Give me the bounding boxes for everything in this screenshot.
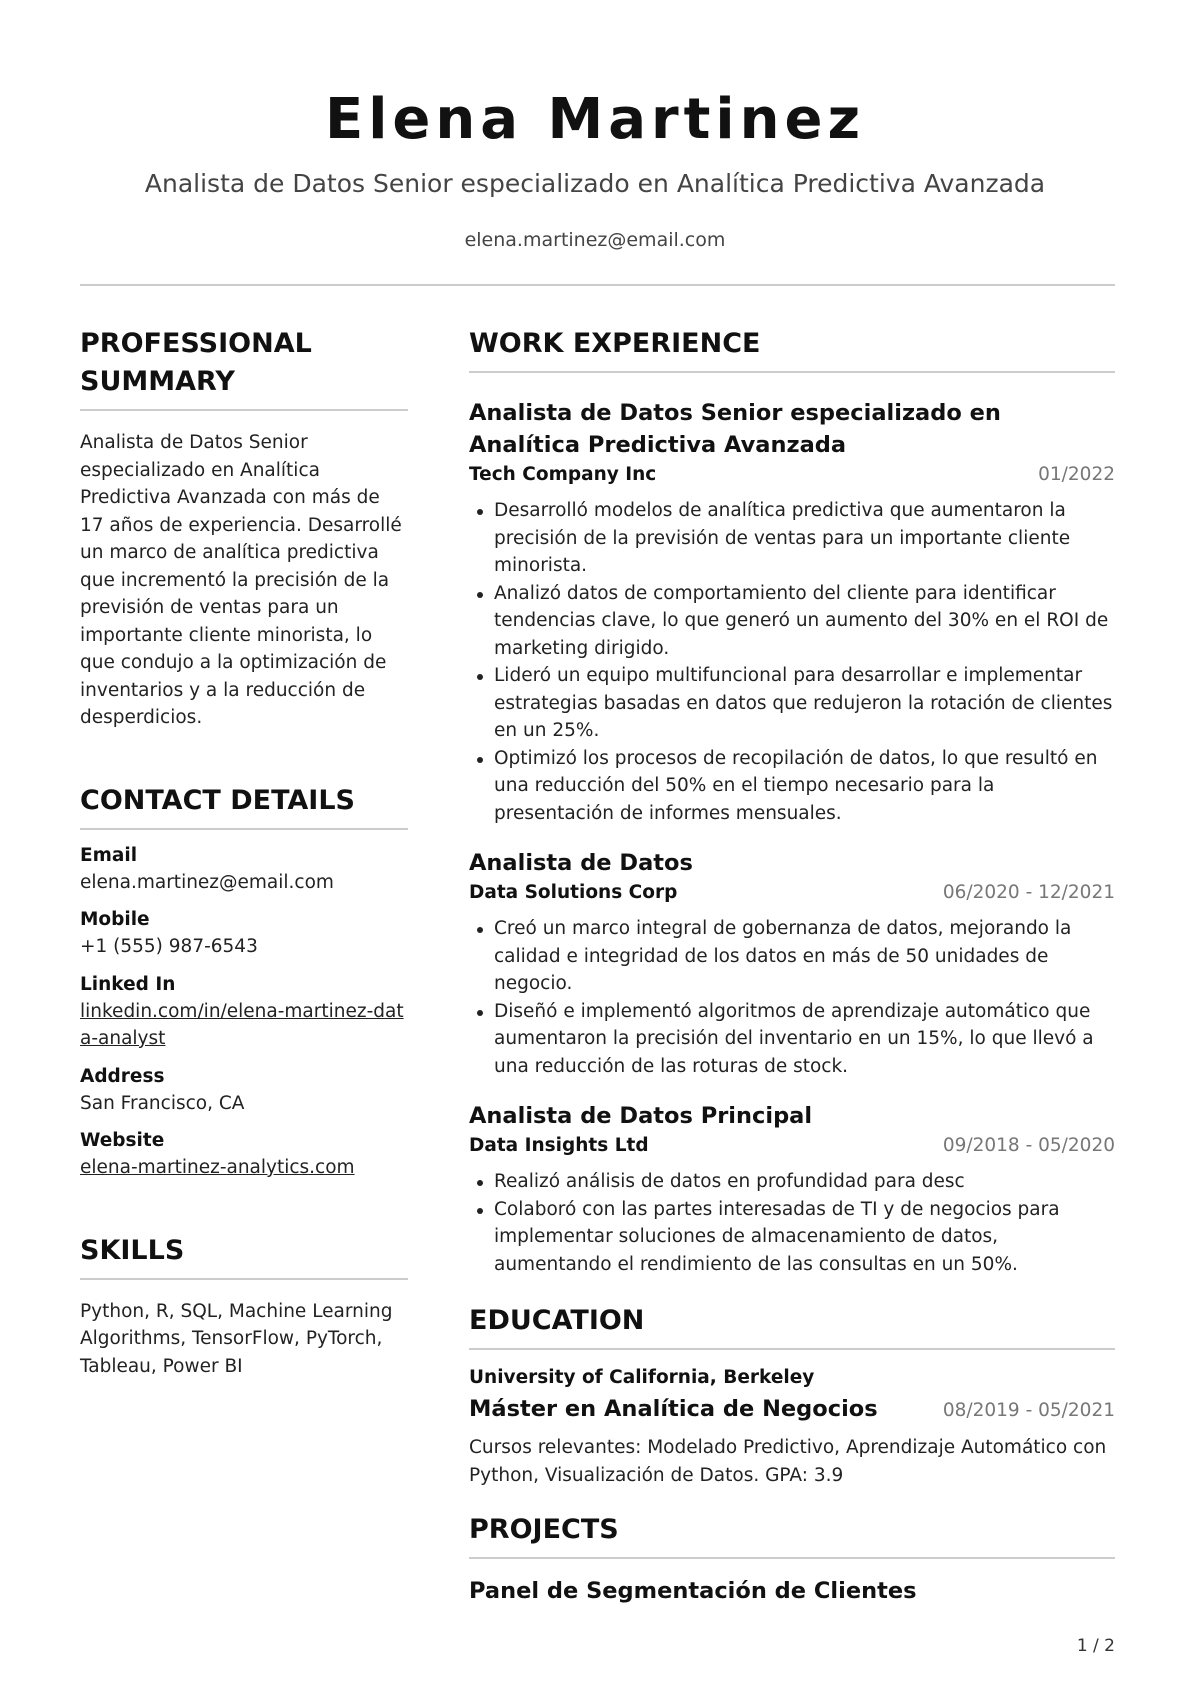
job-dates: 06/2020 - 12/2021: [942, 882, 1115, 903]
bullet-icon: [477, 509, 483, 515]
contact-list: [80, 842, 408, 1182]
job-bullets: [469, 1168, 1115, 1278]
header-email: elena.martinez@email.com: [464, 229, 726, 251]
list-item: [469, 580, 1115, 663]
bullet-icon: [477, 1208, 483, 1214]
bullet-text: Analizó datos de comportamiento del cliente para identificar tendencias clave, lo que generó un aumento del 30% en el ROI de marketing dirigido.: [494, 582, 1109, 659]
linkedin-link[interactable]: linkedin.com/in/elena-martinez-data-analyst: [80, 1000, 404, 1049]
education-description: Cursos relevantes: Modelado Predictivo, Aprendizaje Automático con Python, Visualización de Datos. GPA: 3.9: [469, 1437, 1107, 1486]
contact-linkedin: [80, 971, 408, 1053]
bullet-text: Diseñó e implementó algoritmos de aprendizaje automático que aumentaron la precisión del inventario en un 15%, lo que llevó a una reducción de las roturas de stock.: [494, 1000, 1094, 1077]
contact-value: San Francisco, CA: [80, 1092, 245, 1114]
bullet-text: Optimizó los procesos de recopilación de datos, lo que resultó en una reducción del 50% en el tiempo necesario para la presentación de informes mensuales.: [494, 747, 1098, 824]
job-entry: [469, 847, 1115, 1080]
list-item: [469, 745, 1115, 828]
contact-value-wrap: [80, 998, 408, 1053]
education-heading: EDUCATION: [469, 1302, 1115, 1350]
contact-value-wrap: [80, 1154, 408, 1182]
project-title: Panel de Segmentación de Clientes: [469, 1578, 917, 1604]
company-name: Data Insights Ltd: [469, 1135, 649, 1156]
bullet-icon: [477, 1010, 483, 1016]
job-dates: 01/2022: [1038, 464, 1115, 485]
degree-row: [469, 1392, 1115, 1426]
job-title: Analista de Datos Principal: [469, 1103, 813, 1129]
candidate-headline: Analista de Datos Senior especializado en Analítica Predictiva Avanzada: [144, 169, 1046, 198]
page-number: 1 / 2: [1076, 1636, 1115, 1656]
list-item: [469, 497, 1115, 580]
education-section: [469, 1302, 1115, 1489]
job-bullets: [469, 497, 1115, 827]
job-meta: [469, 1132, 1115, 1160]
school-name: University of California, Berkeley: [469, 1367, 815, 1388]
job-meta: [469, 879, 1115, 907]
bullet-icon: [477, 674, 483, 680]
job-dates: 09/2018 - 05/2020: [942, 1135, 1115, 1156]
bullet-text: Colaboró con las partes interesadas de TI y de negocios para implementar soluciones de almacenamiento de datos, aumentando el rendimiento de las consultas en un 50%.: [494, 1198, 1060, 1275]
contact-label: Mobile: [80, 909, 150, 930]
skills-text: Python, R, SQL, Machine Learning Algorithms, TensorFlow, PyTorch, Tableau, Power BI: [80, 1300, 393, 1377]
header-divider: [80, 284, 1115, 286]
contact-value: elena.martinez@email.com: [80, 871, 334, 893]
contact-email: [80, 842, 408, 897]
candidate-name: Elena Martinez: [324, 87, 866, 152]
skills-heading: SKILLS: [80, 1232, 408, 1280]
job-entry: [469, 397, 1115, 827]
right-column: [469, 325, 1115, 1607]
job-entry: [469, 1100, 1115, 1278]
contact-label: Linked In: [80, 973, 176, 995]
projects-section: [469, 1511, 1115, 1607]
contact-section: [80, 782, 408, 1182]
contact-mobile: [80, 906, 408, 961]
left-column: [80, 325, 408, 1430]
bullet-text: Creó un marco integral de gobernanza de datos, mejorando la calidad e integridad de los datos en más de 50 unidades de negocio.: [494, 918, 1072, 994]
list-item: [469, 998, 1115, 1081]
skills-section: [80, 1232, 408, 1381]
contact-label: Address: [80, 1065, 165, 1087]
contact-address: [80, 1063, 408, 1118]
summary-section: [80, 325, 408, 732]
education-entry: [469, 1364, 1115, 1489]
bullet-text: Realizó análisis de datos en profundidad para desc: [494, 1171, 965, 1192]
list-item: [469, 662, 1115, 745]
bullet-icon: [477, 927, 483, 933]
bullet-icon: [477, 1180, 483, 1186]
job-title: Analista de Datos Senior especializado en Analítica Predictiva Avanzada: [469, 400, 1001, 458]
company-name: Tech Company Inc: [469, 464, 657, 485]
contact-value: +1 (555) 987-6543: [80, 936, 258, 957]
summary-text: Analista de Datos Senior especializado en Analítica Predictiva Avanzada con más de 17 años de experiencia. Desarrollé un marco de analítica predictiva que incrementó la precisión de la previsión de ventas para un importante cliente minorista, lo que condujo a la optimización de inventarios y a la reducción de desperdicios.: [80, 432, 402, 728]
contact-label: Website: [80, 1130, 165, 1151]
list-item: [469, 1168, 1115, 1196]
summary-heading: PROFESSIONAL SUMMARY: [80, 325, 408, 411]
job-title: Analista de Datos: [469, 850, 693, 876]
experience-section: [469, 325, 1115, 1278]
company-name: Data Solutions Corp: [469, 882, 678, 903]
job-meta: [469, 461, 1115, 489]
bullet-icon: [477, 592, 483, 598]
bullet-text: Desarrolló modelos de analítica predictiva que aumentaron la precisión de la previsión de ventas para un importante cliente minorista.: [494, 500, 1071, 576]
contact-website: [80, 1127, 408, 1182]
projects-heading: PROJECTS: [469, 1511, 1115, 1559]
list-item: [469, 915, 1115, 998]
website-link[interactable]: elena-martinez-analytics.com: [80, 1157, 355, 1178]
bullet-text: Lideró un equipo multifuncional para desarrollar e implementar estrategias basadas en datos que redujeron la rotación de clientes en un 25%.: [494, 665, 1113, 741]
experience-heading: WORK EXPERIENCE: [469, 325, 1115, 373]
education-dates: 08/2019 - 05/2021: [942, 1400, 1115, 1421]
contact-heading: CONTACT DETAILS: [80, 782, 408, 830]
job-bullets: [469, 915, 1115, 1080]
bullet-icon: [477, 757, 483, 763]
degree-name: Máster en Analítica de Negocios: [469, 1396, 878, 1422]
contact-label: Email: [80, 844, 138, 866]
list-item: [469, 1196, 1115, 1279]
